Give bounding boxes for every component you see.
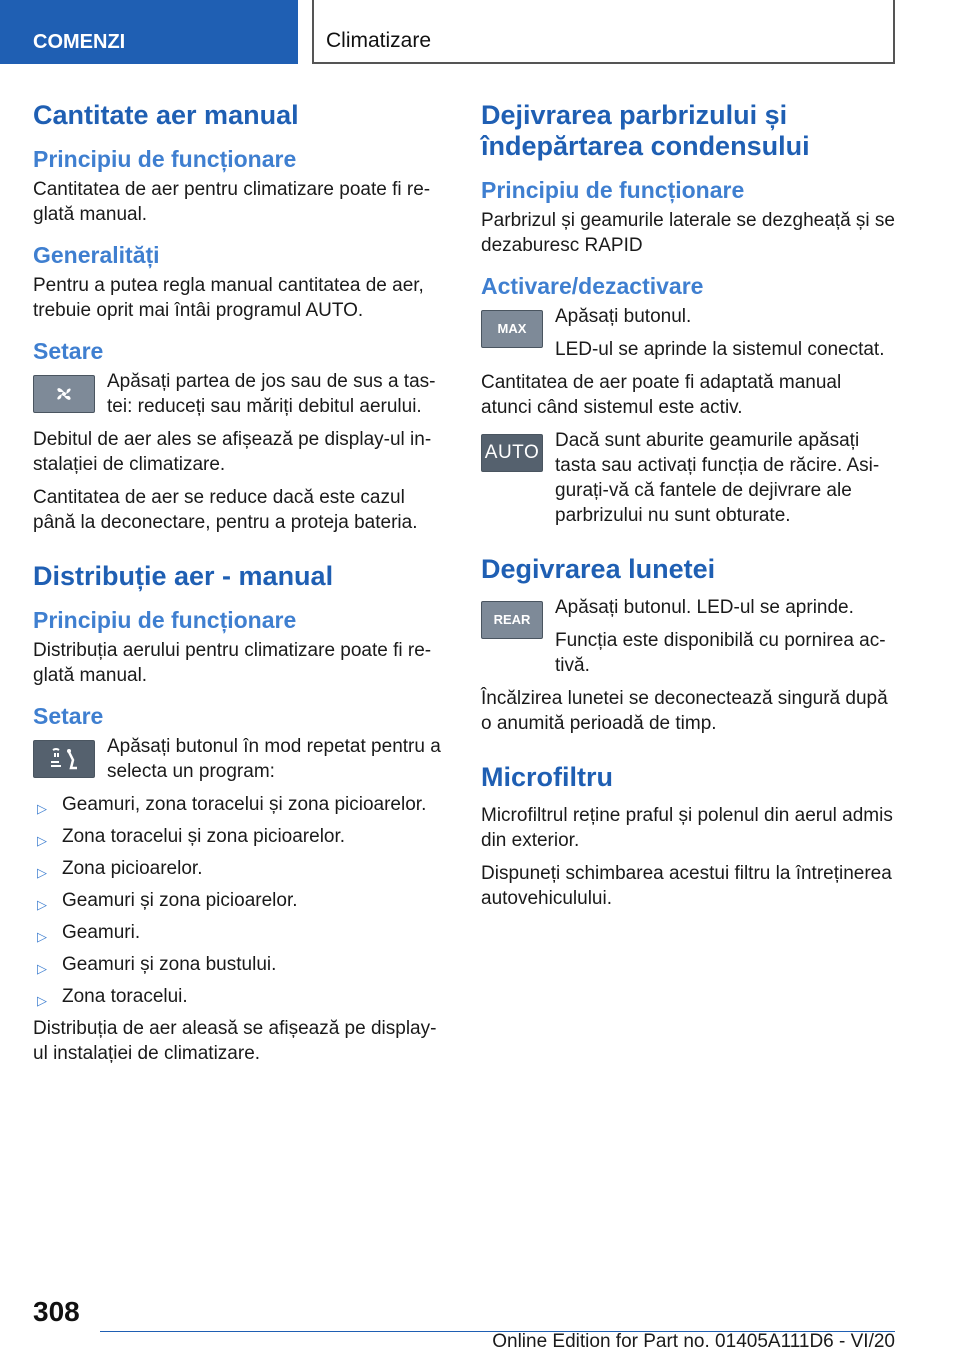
text-reduce: Cantitatea de aer se reduce dacă este cazul până la deconectare, pentru a proteja bateria.: [33, 487, 418, 533]
rear-label: REAR: [493, 612, 531, 627]
triangle-bullet-icon: ▷: [37, 961, 47, 976]
defrost-max-icon: [481, 310, 543, 348]
heading-rear-defrost: Degivrarea lunetei: [481, 554, 716, 584]
text-general: Pentru a putea regla manual cantitatea de aer, trebuie oprit mai întâi programul AUTO.: [33, 275, 424, 321]
subheading-setting: Setare: [33, 338, 104, 364]
page-number: 308: [33, 1296, 80, 1327]
subheading-general: Generalități: [33, 242, 160, 268]
list-item: ▷ Zona toracelui și zona picioarelor.: [33, 824, 447, 849]
subheading-principle: Principiu de funcționare: [33, 146, 297, 172]
triangle-bullet-icon: ▷: [37, 865, 47, 880]
text-filter-2: Dispuneți schimbarea acestui filtru la întreținerea autovehiculului.: [481, 863, 892, 909]
left-column: [33, 100, 447, 1074]
text-rear-3: Încălzirea lunetei se deconectează singură după o anumită perioadă de timp.: [481, 688, 888, 734]
chapter-tab: Climatizare: [312, 0, 895, 64]
text-display: Debitul de aer ales se afișează pe display-ul in-stalației de climatizare.: [33, 429, 432, 475]
text-rear-2: Funcția este disponibilă cu pornirea ac-tivă.: [555, 630, 886, 676]
heading-air-amount: Cantitate aer manual: [33, 100, 299, 130]
program-list: [33, 792, 447, 1009]
max-instruction: [481, 304, 895, 362]
text-press: Apăsați butonul.: [555, 306, 692, 327]
heading-distribution: Distribuție aer - manual: [33, 561, 334, 591]
subheading-principle-2: Principiu de funcționare: [33, 607, 297, 633]
heading-defrost: Dejivrarea parbrizului și îndepărtarea condensului: [481, 100, 810, 161]
rear-defrost-icon: [481, 601, 543, 639]
triangle-bullet-icon: ▷: [37, 993, 47, 1008]
setting2-instruction: [33, 734, 447, 784]
auto-button-icon: [481, 434, 543, 472]
auto-instruction-text: Dacă sunt aburite geamurile apăsați tasta sau activați funcția de răcire. Asi-gurați-vă că fantele de dejivrare ale parbrizului nu sunt obturate.: [555, 430, 880, 526]
auto-label: AUTO: [484, 442, 540, 463]
fan-icon: [33, 375, 95, 413]
subheading-setting-2: Setare: [33, 703, 104, 729]
list-item: ▷ Geamuri și zona picioarelor.: [33, 888, 447, 913]
triangle-bullet-icon: ▷: [37, 833, 47, 848]
list-item: ▷ Geamuri.: [33, 920, 447, 945]
subheading-principle-right: Principiu de funcționare: [481, 177, 745, 203]
list-item: ▷ Zona toracelui.: [33, 984, 447, 1009]
setting-instruction-text: Apăsați partea de jos sau de sus a tas-tei: reduceți sau măriți debitul aerului.: [107, 371, 436, 417]
text-filter-1: Microfiltrul reține praful și polenul din aerul admis din exterior.: [481, 805, 893, 851]
max-label: MAX: [497, 321, 527, 336]
text-principle: Cantitatea de aer pentru climatizare poate fi re-glată manual.: [33, 179, 431, 225]
edition-footer: Online Edition for Part no. 01405A111D6 - VI/20: [492, 1331, 895, 1352]
right-column: [481, 100, 895, 919]
text-distribution-display: Distribuția de aer aleasă se afișează pe display-ul instalației de climatizare.: [33, 1018, 437, 1064]
triangle-bullet-icon: ▷: [37, 801, 47, 816]
air-distribution-icon: [33, 740, 95, 778]
rear-instruction: [481, 595, 895, 678]
triangle-bullet-icon: ▷: [37, 929, 47, 944]
triangle-bullet-icon: ▷: [37, 897, 47, 912]
text-principle-2: Distribuția aerului pentru climatizare poate fi re-glată manual.: [33, 640, 432, 686]
text-principle-right: Parbrizul și geamurile laterale se dezgheață și se dezaburesc RAPID: [481, 210, 895, 256]
list-item: ▷ Zona picioarelor.: [33, 856, 447, 881]
section-tab: COMENZI: [0, 0, 298, 64]
setting2-instruction-text: Apăsați butonul în mod repetat pentru a selecta un program:: [107, 736, 441, 782]
list-item: ▷ Geamuri și zona bustului.: [33, 952, 447, 977]
subheading-activation: Activare/dezactivare: [481, 273, 704, 299]
heading-microfilter: Microfiltru: [481, 762, 613, 792]
text-rear-1: Apăsați butonul. LED-ul se aprinde.: [555, 597, 854, 618]
auto-instruction: [481, 428, 895, 528]
setting-instruction: [33, 369, 447, 419]
text-led: LED-ul se aprinde la sistemul conectat.: [555, 339, 885, 360]
list-item: ▷ Geamuri, zona toracelui și zona picioarelor.: [33, 792, 447, 817]
text-adapt: Cantitatea de aer poate fi adaptată manual atunci când sistemul este activ.: [481, 372, 842, 418]
